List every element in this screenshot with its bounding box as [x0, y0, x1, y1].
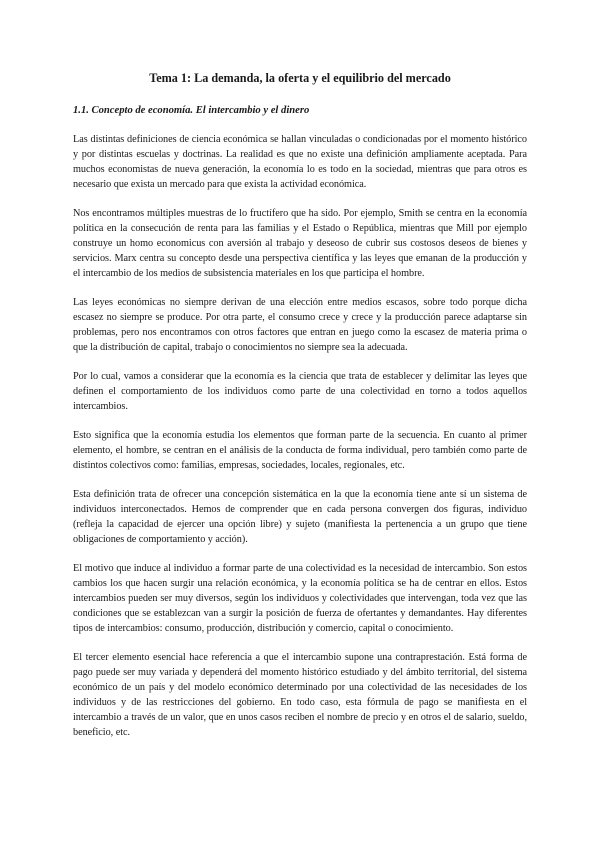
- section-heading: 1.1. Concepto de economía. El intercambio y el dinero: [73, 105, 310, 116]
- paragraph: Esta definición trata de ofrecer una concepción sistemática en la que la economía tiene ante sí un sistema de individuos interconectados. Hemos de comprender que en cada persona convergen dos figuras, individuo (refleja la capacidad de ejercer una opción libre) y sujeto (manifiesta la pertenencia a un grupo que tiene obligaciones de comportamiento y acción).: [73, 489, 527, 545]
- paragraph: Por lo cual, vamos a considerar que la economía es la ciencia que trata de establecer y delimitar las leyes que definen el comportamiento de los individuos como parte de una colectividad en torno a todos aquellos intercambios.: [73, 371, 527, 412]
- paragraph: Las distintas definiciones de ciencia económica se hallan vinculadas o condicionadas por el momento histórico y por distintas escuelas y doctrinas. La realidad es que no existe una definición ampliamente aceptada. Para muchos economistas de nueva generación, la economía lo es todo en la sociedad, mientras que para otros es necesario que exista un mercado para que exista la actividad económica.: [73, 134, 527, 190]
- paragraph: Nos encontramos múltiples muestras de lo fructífero que ha sido. Por ejemplo, Smith se centra en la economía política en la consecución de renta para las familias y el Estado o República, mientras que Mill por ejemplo construye un homo economicus con aversión al trabajo y deseoso de cubrir sus costosos deseos de bienes y servicios. Marx centra su concepto desde una perspectiva científica y las leyes que emanan de la producción y el intercambio de los medios de subsistencia materiales en los que participa el hombre.: [73, 208, 527, 279]
- document-page: [73, 70, 527, 754]
- paragraph: El tercer elemento esencial hace referencia a que el intercambio supone una contraprestación. Está forma de pago puede ser muy variada y dependerá del momento histórico estudiado y del ámbito territorial, del sistema económico de un país y del modelo económico determinado por una colectividad de las necesidades de los individuos y de las restricciones del gobierno. En todo caso, esta fórmula de pago se manifiesta en el intercambio a través de un valor, que en unos casos reciben el nombre de precio y en otros el de salario, sueldo, beneficio, etc.: [73, 652, 527, 738]
- document-title: Tema 1: La demanda, la oferta y el equilibrio del mercado: [149, 71, 451, 85]
- paragraph: Las leyes económicas no siempre derivan de una elección entre medios escasos, sobre todo porque dicha escasez no siempre se produce. Por otra parte, el consumo crece y crece y la producción parece adaptarse sin problemas, pero nos encontramos con otros factores que entran en juego como la escasez de materia prima o que la distribución de capital, trabajo o conocimientos no siempre sea la adecuada.: [73, 297, 527, 353]
- paragraph: Esto significa que la economía estudia los elementos que forman parte de la secuencia. En cuanto al primer elemento, el hombre, se centran en el análisis de la conducta de forma individual, pero también como parte de distintos colectivos como: familias, empresas, sociedades, locales, regionales, etc.: [73, 430, 527, 471]
- paragraph: El motivo que induce al individuo a formar parte de una colectividad es la necesidad de intercambio. Son estos cambios los que hacen surgir una relación económica, y la economía política se ha de centrar en ellos. Estos intercambios pueden ser muy diversos, según los individuos y colectividades que intervengan, toda vez que las condiciones que se establezcan van a surgir la posición de fuerza de ofertantes y demandantes. Hay diferentes tipos de intercambios: consumo, producción, distribución y comercio, capital o conocimiento.: [73, 563, 527, 634]
